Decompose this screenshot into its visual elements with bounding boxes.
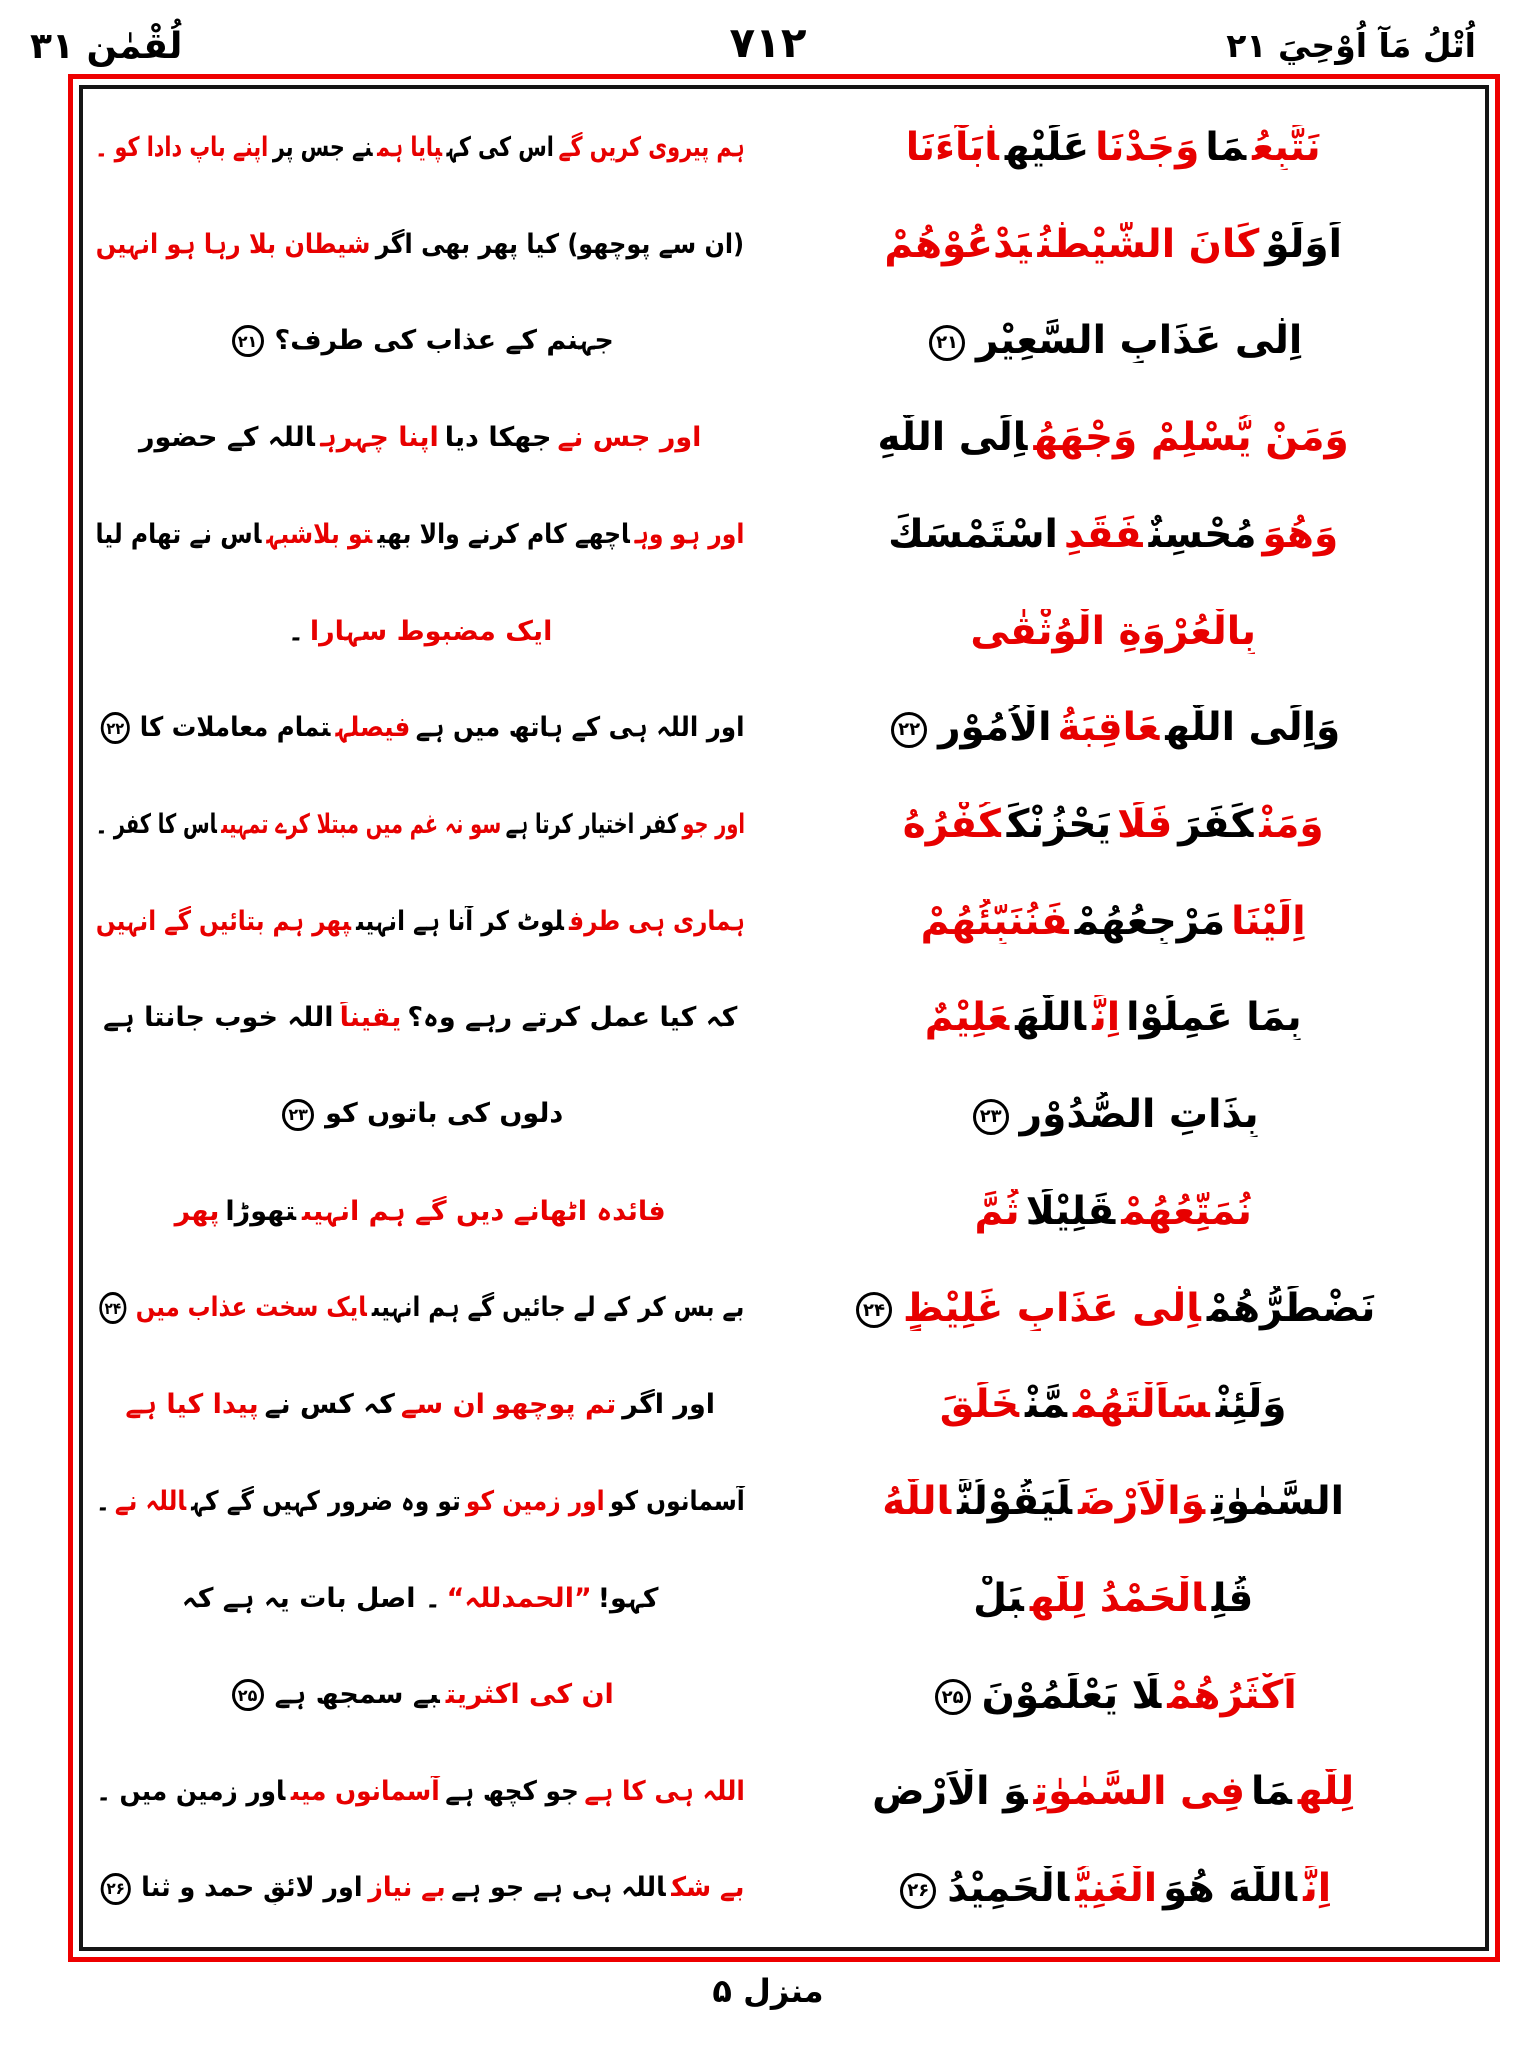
text-segment: مَّنْ xyxy=(1024,1382,1068,1428)
arabic-verse-line-text xyxy=(927,1673,1300,1718)
urdu-translation-line-text xyxy=(224,325,617,358)
arabic-verse-line-text xyxy=(900,802,1327,847)
urdu-translation-line-text xyxy=(122,1389,718,1420)
urdu-translation-line xyxy=(91,1292,749,1325)
text-segment: لِلّٰهِ xyxy=(1297,1769,1355,1815)
urdu-translation-line xyxy=(91,1098,749,1131)
arabic-verse-line xyxy=(749,1576,1477,1621)
text-segment: دلوں کی باتوں کو xyxy=(325,1098,564,1130)
arabic-verse-line xyxy=(749,1479,1477,1524)
text-segment: جھکا دیا xyxy=(444,422,552,454)
urdu-translation-line-text xyxy=(179,1583,662,1614)
text-segment: تھوڑا xyxy=(225,1195,296,1227)
urdu-translation-line xyxy=(91,519,749,550)
verse-row xyxy=(91,1647,1477,1743)
arabic-verse-line-text xyxy=(937,1382,1290,1427)
text-segment: وَالْاَرْضَ xyxy=(1078,1479,1206,1525)
text-segment: اور اگر xyxy=(622,1389,716,1421)
text-segment: بے بس کر کے لے جائیں گے ہم انہیں xyxy=(372,1291,745,1323)
urdu-translation-line-text xyxy=(93,1292,747,1325)
verse-row xyxy=(91,873,1477,969)
arabic-verse-line xyxy=(749,705,1477,750)
text-segment: بِالْعُرْوَةِ الْوُثْقٰى xyxy=(970,608,1257,654)
urdu-translation-line-text xyxy=(100,1002,740,1033)
urdu-translation-line xyxy=(91,229,749,260)
verse-row xyxy=(91,1550,1477,1646)
text-segment: مَرْجِعُهُمْ xyxy=(1074,898,1226,944)
text-segment: اس کا کفر ۔ xyxy=(95,809,217,840)
verse-number-badge: ۲۳ xyxy=(282,1099,314,1131)
verse-row xyxy=(91,1744,1477,1840)
text-segment: لَا يَعْلَمُوْنَ xyxy=(981,1672,1162,1718)
text-segment: السَّمٰوٰتِ xyxy=(1211,1479,1345,1525)
text-segment: کفر اختیار کرتا ہے xyxy=(505,809,678,840)
verse-number-badge: ۲۶ xyxy=(900,1873,936,1909)
urdu-translation-line xyxy=(91,325,749,358)
text-segment: اَكْثَرُهُمْ xyxy=(1167,1672,1297,1718)
arabic-verse-line-text xyxy=(892,1866,1334,1911)
header-juz-name: اُتْلُ مَآ اُوْحِيَ ۲۱ xyxy=(1226,26,1476,65)
text-segment: ایک سخت عذاب میں xyxy=(136,1291,368,1323)
verse-number-badge: ۲۴ xyxy=(100,1292,127,1324)
arabic-verse-line xyxy=(749,1673,1477,1718)
text-segment: ۔ xyxy=(288,615,304,647)
urdu-translation-line-text xyxy=(93,132,747,163)
text-segment: بَلْ xyxy=(973,1575,1024,1621)
urdu-translation-line-text xyxy=(274,1098,566,1131)
urdu-translation-line xyxy=(91,906,749,937)
text-segment: عَلَيْهِ xyxy=(1004,124,1090,170)
urdu-translation-line xyxy=(91,712,749,745)
urdu-translation-line-text xyxy=(136,422,704,453)
text-segment: كَانَ الشَّيْطٰنُ xyxy=(1037,221,1260,267)
urdu-translation-line xyxy=(91,809,749,840)
arabic-verse-line-text xyxy=(970,1576,1256,1621)
text-segment: یقیناً xyxy=(339,1002,402,1034)
urdu-translation-line-text xyxy=(93,1872,747,1905)
arabic-verse-line xyxy=(749,318,1477,363)
arabic-verse-line xyxy=(749,995,1477,1040)
arabic-verse-line xyxy=(749,222,1477,267)
verse-row xyxy=(91,583,1477,679)
text-segment: بے سمجھ ہے xyxy=(274,1678,440,1710)
arabic-verse-line xyxy=(749,1769,1477,1814)
text-segment: نَتَّبِعُ xyxy=(1252,124,1321,170)
arabic-verse-line xyxy=(749,899,1477,944)
text-segment: الْحَمِيْدُ xyxy=(947,1866,1070,1912)
text-segment: تمام معاملات کا xyxy=(139,711,331,743)
urdu-translation-line-text xyxy=(93,229,747,260)
verse-row xyxy=(91,390,1477,486)
text-segment: ۔ اصل بات یہ ہے کہ xyxy=(181,1582,441,1614)
text-segment: آسمانوں کو xyxy=(609,1486,745,1518)
text-segment: اسْتَمْسَكَ xyxy=(888,511,1058,557)
text-segment: اللہ کے حضور xyxy=(138,422,315,454)
urdu-translation-line xyxy=(91,1679,749,1712)
verse-number-badge: ۲۶ xyxy=(101,1873,131,1905)
verse-number-badge: ۲۴ xyxy=(856,1292,892,1328)
text-segment: قُلِ xyxy=(1211,1575,1254,1621)
urdu-translation-line xyxy=(91,1196,749,1227)
verse-row xyxy=(91,1357,1477,1453)
arabic-verse-line-text xyxy=(881,222,1345,267)
text-segment: الْحَمْدُ لِلّٰهِ xyxy=(1029,1575,1206,1621)
text-segment: اور لائقِ حمد و ثنا xyxy=(141,1872,363,1904)
text-segment: فَنُنَبِّئُهُمْ xyxy=(920,898,1069,944)
text-segment: الْاُمُوْرِ xyxy=(938,705,1052,751)
arabic-verse-line-text xyxy=(918,899,1309,944)
arabic-verse-line-text xyxy=(903,125,1324,170)
urdu-translation-line xyxy=(91,1872,749,1905)
arabic-verse-line xyxy=(749,1286,1477,1331)
urdu-translation-line-text xyxy=(93,809,747,840)
text-segment: اس نے تھام لیا xyxy=(95,518,262,550)
verse-row xyxy=(91,293,1477,389)
text-segment: اِلَيْنَا xyxy=(1231,898,1306,944)
urdu-translation-line xyxy=(91,1486,749,1517)
arabic-verse-line-text xyxy=(965,1092,1262,1137)
text-segment: ۔ xyxy=(95,1486,110,1518)
arabic-verse-line xyxy=(749,609,1477,654)
text-segment: پایا ہم xyxy=(377,131,443,163)
text-segment: فِی السَّمٰوٰتِ xyxy=(1033,1769,1246,1815)
text-segment: تم پوچھو ان سے xyxy=(400,1389,617,1421)
verse-row xyxy=(91,1163,1477,1259)
verse-row xyxy=(91,1841,1477,1937)
text-segment: بے شک xyxy=(671,1872,745,1904)
text-segment: وَ الْاَرْضِ xyxy=(872,1769,1028,1815)
arabic-verse-line xyxy=(749,1092,1477,1137)
arabic-verse-line xyxy=(749,415,1477,460)
verse-number-badge: ۲۱ xyxy=(929,325,965,361)
text-segment: وَهُوَ xyxy=(1262,511,1339,557)
text-segment: آسمانوں میں xyxy=(290,1776,440,1808)
text-segment: تو وہ ضرور کہیں گے کہ xyxy=(191,1486,461,1518)
text-segment: پھر ہم بتائیں گے انہیں xyxy=(95,905,351,937)
page-border-frame xyxy=(68,74,1500,1962)
text-segment: اور زمین کو xyxy=(465,1486,605,1518)
text-segment: اور جس نے xyxy=(557,422,702,454)
text-segment: جو کچھ ہے xyxy=(444,1776,579,1808)
text-segment: اچھے کام کرنے والا بھی xyxy=(377,518,631,550)
text-segment: اور زمین میں ۔ xyxy=(95,1776,285,1808)
arabic-verse-line-text xyxy=(869,1769,1357,1814)
text-segment: اپنے باپ دادا کو ۔ xyxy=(95,131,269,163)
text-segment: کہو! xyxy=(597,1582,659,1614)
text-segment: اللہ نے xyxy=(114,1486,186,1518)
verse-number-badge: ۲۵ xyxy=(935,1679,971,1715)
arabic-verse-line-text xyxy=(922,995,1305,1040)
text-segment: مُحْسِنٌ xyxy=(1148,511,1257,557)
text-segment: بے نیاز xyxy=(368,1872,446,1904)
text-segment: فیصلہ xyxy=(335,711,411,743)
verse-number-badge: ۲۳ xyxy=(973,1099,1009,1135)
text-segment: لوٹ کر آنا ہے انہیں xyxy=(355,905,564,937)
urdu-translation-line-text xyxy=(93,906,747,937)
text-segment: يَدْعُوْهُمْ xyxy=(884,221,1032,267)
text-segment: ایک مضبوط سہارا xyxy=(309,615,553,647)
text-segment: ہم پیروی کریں گے xyxy=(558,131,745,163)
text-segment: اللہ ہی ہے جو ہے xyxy=(451,1872,666,1904)
verse-number-badge: ۲۱ xyxy=(232,325,264,357)
text-segment: نَضْطَرُّهُمْ xyxy=(1206,1285,1376,1331)
text-segment: اَوَلَوْ xyxy=(1265,221,1342,267)
text-segment: کہ کس نے xyxy=(264,1389,395,1421)
text-segment: اللّٰهَ xyxy=(1015,995,1087,1041)
verse-rows-container xyxy=(91,99,1477,1937)
text-segment: وَمَنْ xyxy=(1259,802,1324,847)
verse-number-badge: ۲۵ xyxy=(232,1679,264,1711)
verse-row xyxy=(91,1454,1477,1550)
text-segment: بِذَاتِ الصُّدُوْرِ xyxy=(1019,1092,1259,1138)
text-segment: سَاَلْتَهُمْ xyxy=(1073,1382,1210,1428)
text-segment: لَيَقُوْلُنَّ xyxy=(957,1479,1073,1525)
footer-manzil-label: منزل ۵ xyxy=(712,1972,824,2010)
text-segment: اللّٰهَ هُوَ xyxy=(1163,1866,1298,1912)
verse-row xyxy=(91,1067,1477,1163)
page-inner-frame xyxy=(79,85,1489,1951)
urdu-translation-line xyxy=(91,1583,749,1614)
text-segment: خَلَقَ xyxy=(939,1382,1019,1428)
verse-number-badge: ۲۲ xyxy=(891,712,927,748)
arabic-verse-line xyxy=(749,1189,1477,1234)
arabic-verse-line xyxy=(749,125,1477,170)
urdu-translation-line xyxy=(91,132,749,163)
urdu-translation-line-text xyxy=(93,712,747,745)
urdu-translation-line xyxy=(91,1002,749,1033)
urdu-translation-line-text xyxy=(224,1679,617,1712)
text-segment: عَلِيْمٌ xyxy=(924,995,1010,1041)
text-segment: ”الحمدللہ“ xyxy=(446,1582,592,1614)
verse-row xyxy=(91,680,1477,776)
verse-row xyxy=(91,99,1477,195)
verse-number-badge: ۲۲ xyxy=(101,712,130,744)
text-segment: الْغَنِيُّ xyxy=(1075,1866,1158,1912)
text-segment: كَفَرَ xyxy=(1178,802,1254,847)
arabic-verse-line-text xyxy=(885,512,1341,557)
verse-row xyxy=(91,196,1477,292)
text-segment: اور اللہ ہی کے ہاتھ میں ہے xyxy=(415,711,745,743)
text-segment: وَجَدْنَا xyxy=(1095,124,1200,170)
text-segment: اِلٰى عَذَابٍ غَلِيْظٍ xyxy=(902,1285,1201,1331)
verse-row xyxy=(91,970,1477,1066)
arabic-verse-line xyxy=(749,1866,1477,1911)
text-segment: تو بلاشبہ xyxy=(266,518,373,550)
text-segment: اس کی کہ xyxy=(446,131,555,163)
urdu-translation-line-text xyxy=(285,616,555,647)
text-segment: اپنا چہرہ xyxy=(320,422,439,454)
arabic-verse-line-text xyxy=(848,1286,1378,1331)
urdu-translation-line-text xyxy=(93,1486,747,1517)
text-segment: فَقَدِ xyxy=(1063,511,1143,557)
text-segment: ان کی اکثریت xyxy=(445,1678,614,1710)
arabic-verse-line-text xyxy=(921,318,1305,363)
arabic-verse-line-text xyxy=(879,1479,1347,1524)
text-segment: عَاقِبَةُ xyxy=(1057,705,1160,751)
verse-row xyxy=(91,777,1477,873)
urdu-translation-line-text xyxy=(93,1776,747,1807)
text-segment: سو نہ غم میں مبتلا کرے تمہیں xyxy=(221,809,502,840)
text-segment: كُفْرُهُ xyxy=(902,802,1001,847)
urdu-translation-line xyxy=(91,616,749,647)
header-surah-name: لُقْمٰن ۳۱ xyxy=(30,26,183,67)
arabic-verse-line xyxy=(749,802,1477,847)
text-segment: قَلِيْلًا xyxy=(1025,1188,1116,1234)
text-segment: پھر xyxy=(174,1195,220,1227)
urdu-translation-line-text xyxy=(93,519,747,550)
arabic-verse-line-text xyxy=(883,705,1343,750)
text-segment: (ان سے پوچھو) کیا پھر بھی اگر xyxy=(376,228,745,260)
arabic-verse-line-text xyxy=(971,1189,1254,1234)
text-segment: وَمَنْ يُّسْلِمْ وَجْهَهُ xyxy=(1033,415,1349,461)
text-segment: ہماری ہی طرف xyxy=(568,905,745,937)
text-segment: مَا xyxy=(1205,124,1247,170)
text-segment: وَاِلَى اللّٰهِ xyxy=(1165,705,1341,751)
verse-row xyxy=(91,1260,1477,1356)
text-segment: اِنَّ xyxy=(1303,1866,1332,1912)
text-segment: کہ کیا عمل کرتے رہے وہ؟ xyxy=(407,1002,738,1034)
text-segment: وَلَئِنْ xyxy=(1215,1382,1287,1428)
arabic-verse-line xyxy=(749,1382,1477,1427)
header-page-number: ۷۱۲ xyxy=(729,18,807,67)
text-segment: اور جو xyxy=(682,809,745,840)
text-segment: اِنَّ xyxy=(1092,995,1121,1041)
text-segment: فائدہ اٹھانے دیں گے ہم انہیں xyxy=(301,1195,666,1227)
text-segment: پیدا کیا ہے xyxy=(125,1389,259,1421)
text-segment: اِلٰى عَذَابِ السَّعِيْرِ xyxy=(976,318,1303,364)
urdu-translation-line xyxy=(91,422,749,453)
text-segment: اٰبَآءَنَا xyxy=(905,124,999,170)
text-segment: نے جس پر xyxy=(273,131,373,163)
text-segment: فَلَا xyxy=(1117,802,1173,847)
text-segment: اِلَى اللّٰهِ xyxy=(877,415,1028,461)
verse-row xyxy=(91,486,1477,582)
arabic-verse-line xyxy=(749,512,1477,557)
text-segment: ثُمَّ xyxy=(974,1188,1020,1234)
text-segment: بِمَا عَمِلُوْا xyxy=(1126,995,1302,1041)
text-segment: اللہ خوب جانتا ہے xyxy=(103,1002,334,1034)
arabic-verse-line-text xyxy=(967,609,1259,654)
urdu-translation-line-text xyxy=(172,1196,669,1227)
text-segment: اللّٰهُ xyxy=(882,1479,952,1525)
urdu-translation-line xyxy=(91,1389,749,1420)
text-segment: مَا xyxy=(1251,1769,1292,1815)
text-segment: اللہ ہی کا ہے xyxy=(583,1776,745,1808)
arabic-verse-line-text xyxy=(875,415,1352,460)
text-segment: يَحْزُنْكَ xyxy=(1006,802,1112,847)
text-segment: جہنم کے عذاب کی طرف؟ xyxy=(274,324,614,356)
text-segment: نُمَتِّعُهُمْ xyxy=(1121,1188,1252,1234)
urdu-translation-line xyxy=(91,1776,749,1807)
text-segment: شیطان بلا رہا ہو انہیں xyxy=(95,228,371,260)
text-segment: اور ہو وہ xyxy=(635,518,745,550)
